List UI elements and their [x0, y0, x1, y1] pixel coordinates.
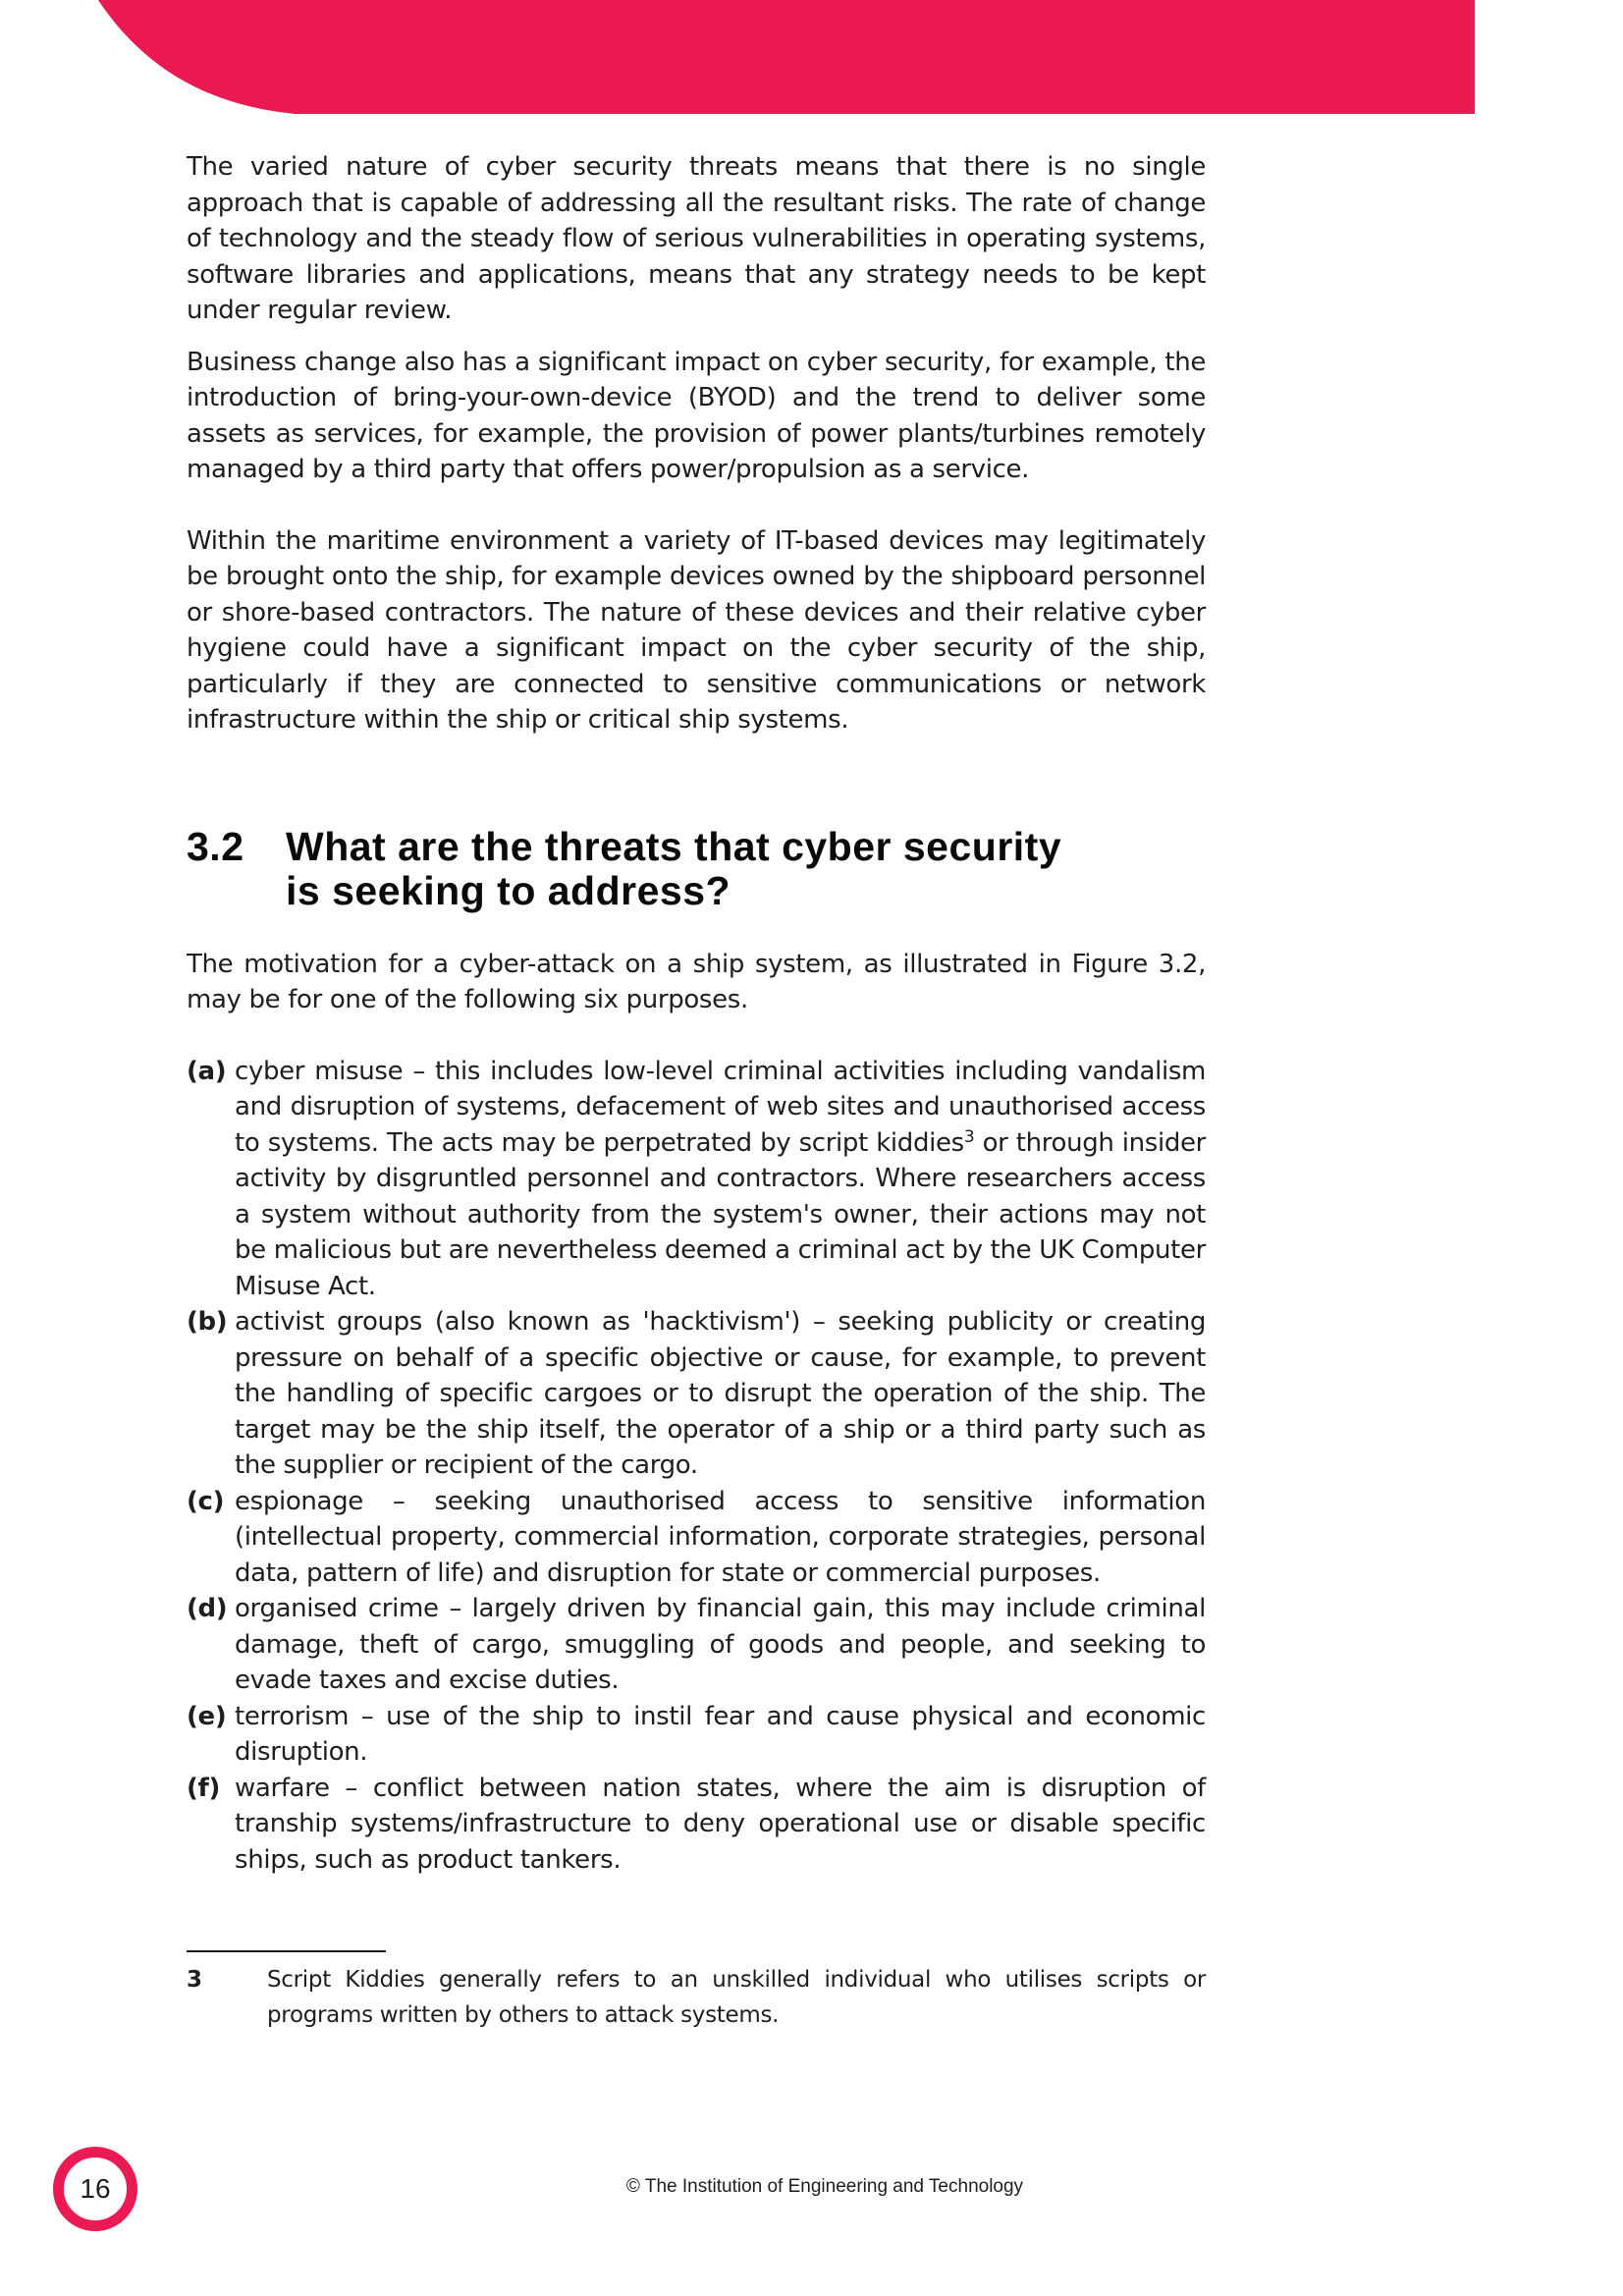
list-item — [187, 1591, 1206, 1699]
section-number: 3.2 — [187, 823, 244, 869]
paragraph-2: Business change also has a significant impact on cyber security, for example, the introduction of bring-your-own-device (BYOD) and the trend to deliver some assets as services, for example, the provision of power plants/turbines remotely managed by a third party that offers power/propulsion as a service. — [187, 347, 1206, 484]
footnote-ref[interactable]: 3 — [963, 1126, 975, 1147]
section-intro: The motivation for a cyber-attack on a ship system, as illustrated in Figure 3.2, may be for one of the following six purposes. — [187, 949, 1206, 1014]
list-marker: (f) — [187, 1773, 221, 1803]
header-accent-shape — [0, 0, 1475, 114]
copyright-notice: © The Institution of Engineering and Technology — [625, 2176, 1024, 2197]
section-title: What are the threats that cyber security is seeking to address? — [286, 823, 1062, 913]
threat-list — [187, 1054, 1206, 1879]
paragraph-1: The varied nature of cyber security threats means that there is no single approach that is capable of addressing all the resultant risks. The rate of change of technology and the steady flow of serious vulnerabilities in operating systems, software libraries and applications, means that any strategy needs to be kept under regular review. — [187, 152, 1206, 325]
list-item-text: warfare – conflict between nation states, where the aim is disruption of tranship systems/infrastructure to deny operational use or disable specific ships, such as product tankers. — [235, 1773, 1206, 1875]
list-item — [187, 1699, 1206, 1771]
list-item-text: activist groups (also known as 'hacktivism') – seeking publicity or creating pressure on behalf of a specific objective or cause, for example, to prevent the handling of specific cargoes or to disrupt the operation of the ship. The target may be the ship itself, the operator of a ship or a third party such as the supplier or recipient of the cargo. — [235, 1307, 1206, 1480]
list-item-text: terrorism – use of the ship to instil fear and cause physical and economic disruption. — [235, 1701, 1206, 1767]
section-heading — [187, 825, 1206, 913]
list-marker: (c) — [187, 1486, 225, 1516]
list-marker: (d) — [187, 1594, 228, 1623]
header-accent-band — [0, 0, 1475, 114]
list-item — [187, 1484, 1206, 1592]
list-marker: (b) — [187, 1307, 228, 1337]
page-number: 16 — [80, 2173, 111, 2204]
list-marker: (e) — [187, 1701, 227, 1731]
footnote-text: Script Kiddies generally refers to an unskilled individual who utilises scripts or programs written by others to attack systems. — [267, 1967, 1206, 2028]
list-item-text-before: cyber misuse – this includes low-level criminal activities including vandalism and disruption of systems, defacement of web sites and unauthorised access to systems. The acts may be perpetrated by script kiddies — [235, 1056, 1206, 1158]
page-number-badge — [53, 2147, 137, 2231]
list-item-text: espionage – seeking unauthorised access to sensitive information (intellectual property, commercial information, corporate strategies, personal data, pattern of life) and disruption for state or commercial purposes. — [235, 1486, 1206, 1588]
list-item-text-after: or through insider activity by disgruntled personnel and contractors. Where researchers access a system without authority from the system's owner, their actions may not be malicious but are nevertheless deemed a criminal act by the UK Computer Misuse Act. — [235, 1127, 1206, 1301]
footnote-number: 3 — [187, 1967, 202, 1993]
list-item — [187, 1771, 1206, 1879]
main-content — [187, 149, 1206, 1878]
paragraph-3: Within the maritime environment a variety of IT-based devices may legitimately be brought onto the ship, for example devices owned by the shipboard personnel or shore-based contractors. The nature of these devices and their relative cyber hygiene could have a significant impact on the cyber security of the ship, particularly if they are connected to sensitive communications or network infrastructure within the ship or critical ship systems. — [187, 525, 1206, 735]
footnote-divider — [187, 1950, 386, 1952]
list-item — [187, 1304, 1206, 1484]
footnote — [187, 1962, 1206, 2033]
list-marker: (a) — [187, 1056, 227, 1086]
list-item — [187, 1054, 1206, 1305]
list-item-text: organised crime – largely driven by financial gain, this may include criminal damage, theft of cargo, smuggling of goods and people, and seeking to evade taxes and excise duties. — [235, 1594, 1206, 1695]
